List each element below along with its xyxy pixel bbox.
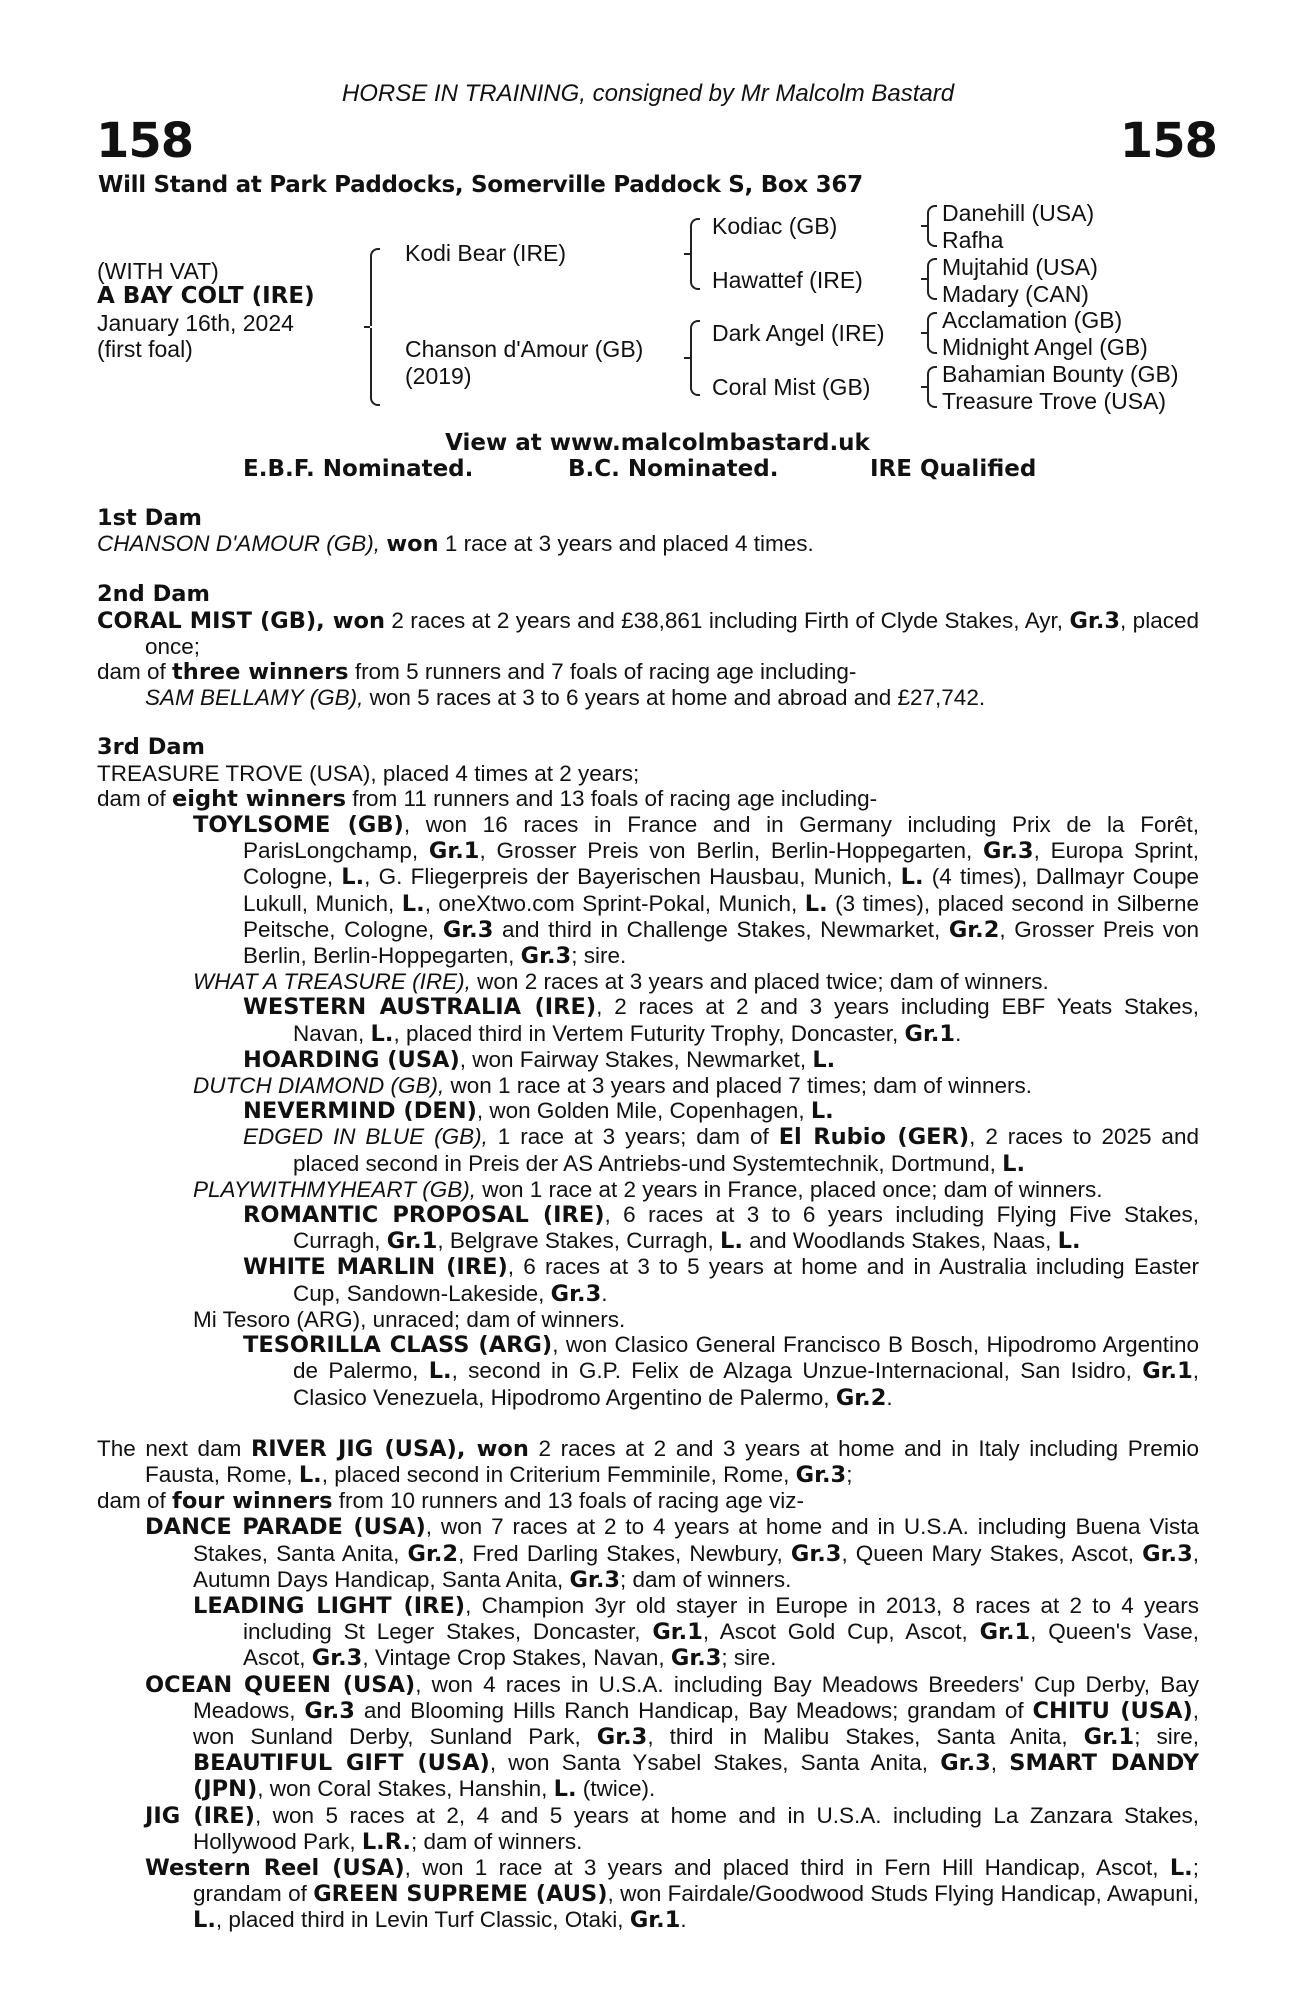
produce-white-marlin: WHITE MARLIN (IRE), 6 races at 3 to 5 years at home and in Australia including Easter Cup, Sandown-Lakeside, Gr.3.: [243, 1254, 1199, 1307]
pedigree-brace-ss: [927, 205, 935, 247]
dss-name: Acclamation (GB): [942, 307, 1123, 333]
bc-nominated: B.C. Nominated.: [568, 456, 779, 482]
sire-dam: Hawattef (IRE): [712, 267, 863, 293]
dam-name: Chanson d'Amour (GB): [405, 336, 644, 362]
ssd-name: Rafha: [942, 227, 1004, 253]
produce-mi-tesoro: Mi Tesoro (ARG), unraced; dam of winners.: [193, 1306, 626, 1332]
dds-name: Bahamian Bounty (GB): [942, 361, 1179, 387]
third-dam-text: TREASURE TROVE (USA), placed 4 times at 2 years;: [97, 760, 640, 786]
sire-sire: Kodiac (GB): [712, 213, 838, 239]
pedigree-brace-dam: [690, 320, 698, 396]
produce-edged-in-blue: EDGED IN BLUE (GB), 1 race at 3 years; dam of El Rubio (GER), 2 races to 2025 and placed second in Preis der AS Antriebs-und Systemtechnik, Dortmund, L.: [243, 1124, 1199, 1177]
ebf-nominated: E.B.F. Nominated.: [243, 456, 474, 482]
second-dam-heading: 2nd Dam: [97, 581, 210, 608]
pedigree-brace-sire: [690, 218, 698, 290]
lot-number-right: 158: [1119, 113, 1217, 169]
sds-name: Mujtahid (USA): [942, 254, 1098, 280]
pedigree-brace-ds: [927, 312, 935, 354]
produce-jig: JIG (IRE), won 5 races at 2, 4 and 5 years at home and in U.S.A. including La Zanzara Stakes, Hollywood Park, L.R.; dam of winners.: [145, 1802, 1199, 1855]
date-of-birth: January 16th, 2024: [97, 310, 294, 336]
produce-hoarding: HOARDING (USA), won Fairway Stakes, Newmarket, L.: [243, 1046, 836, 1073]
dam-sire: Dark Angel (IRE): [712, 320, 885, 346]
catalogue-subtitle: HORSE IN TRAINING, consigned by Mr Malcolm Bastard: [341, 80, 955, 107]
pedigree-brace-dd: [927, 366, 935, 408]
first-dam-text: CHANSON D'AMOUR (GB), won 1 race at 3 years and placed 4 times.: [97, 531, 814, 558]
vat-note: (WITH VAT): [97, 258, 219, 284]
produce-toylsome: TOYLSOME (GB), won 16 races in France and in Germany including Prix de la Forêt, ParisLongchamp, Gr.1, Grosser Preis von Berlin, Berlin-Hoppegarten, Gr.3, Europa Sprint, Cologne, L., G. Fliegerpreis der Bayerischen Hausbau, Munich, L. (4 times), Dallmayr Coupe Lukull, Munich, L., oneXtwo.com Sprint-Pokal, Munich, L. (3 times), placed second in Silberne Peitsche, Cologne, Gr.3 and third in Challenge Stakes, Newmarket, Gr.2, Grosser Preis von Berlin, Berlin-Hoppegarten, Gr.3; sire.: [193, 812, 1199, 970]
produce-leading-light: LEADING LIGHT (IRE), Champion 3yr old stayer in Europe in 2013, 8 races at 2 to 4 years including St Leger Stakes, Doncaster, Gr.1, Ascot Gold Cup, Ascot, Gr.1, Queen's Vase, Ascot, Gr.3, Vintage Crop Stakes, Navan, Gr.3; sire.: [193, 1592, 1200, 1672]
produce-dutch-diamond: DUTCH DIAMOND (GB), won 1 race at 3 years and placed 7 times; dam of winners.: [193, 1073, 1033, 1099]
produce-western-reel: Western Reel (USA), won 1 race at 3 years and placed third in Fern Hill Handicap, Ascot, L.; grandam of GREEN SUPREME (AUS), won Fairdale/Goodwood Studs Flying Handicap, Awapuni, L., placed third in Levin Turf Classic, Otaki, Gr.1.: [145, 1854, 1200, 1934]
dsd-name: Midnight Angel (GB): [942, 334, 1148, 360]
ddd-name: Treasure Trove (USA): [942, 388, 1167, 414]
second-dam-produce: dam of three winners from 5 runners and 7 foals of racing age including-: [97, 659, 857, 686]
produce-tesorilla-class: TESORILLA CLASS (ARG), won Clasico General Francisco B Bosch, Hipodromo Argentino de Palermo, L., second in G.P. Felix de Alzaga Unzue-Internacional, San Isidro, Gr.1, Clasico Venezuela, Hipodromo Argentino de Palermo, Gr.2.: [243, 1332, 1200, 1411]
third-dam-heading: 3rd Dam: [97, 734, 205, 761]
produce-sam-bellamy: SAM BELLAMY (GB), won 5 races at 3 to 6 years at home and abroad and £27,742.: [145, 685, 986, 711]
produce-western-australia: WESTERN AUSTRALIA (IRE), 2 races at 2 and 3 years including EBF Yeats Stakes, Navan, L., placed third in Vertem Futurity Trophy, Doncaster, Gr.1.: [243, 994, 1199, 1047]
dam-dam: Coral Mist (GB): [712, 374, 871, 400]
foal-note: (first foal): [97, 336, 193, 362]
produce-what-a-treasure: WHAT A TREASURE (IRE), won 2 races at 3 years and placed twice; dam of winners.: [193, 969, 1049, 995]
stand-location: Will Stand at Park Paddocks, Somerville Paddock S, Box 367: [98, 172, 863, 198]
ire-qualified: IRE Qualified: [870, 456, 1037, 482]
produce-ocean-queen: OCEAN QUEEN (USA), won 4 races in U.S.A. including Bay Meadows Breeders' Cup Derby, Bay Meadows, Gr.3 and Blooming Hills Ranch Handicap, Bay Meadows; grandam of CHITU (USA), won Sunland Derby, Sunland Park, Gr.3, third in Malibu Stakes, Santa Anita, Gr.1; sire, BEAUTIFUL GIFT (USA), won Santa Ysabel Stakes, Santa Anita, Gr.3, SMART DANDY (JPN), won Coral Stakes, Hanshin, L. (twice).: [145, 1671, 1200, 1803]
produce-dance-parade: DANCE PARADE (USA), won 7 races at 2 to 4 years at home and in U.S.A. including Buena Vista Stakes, Santa Anita, Gr.2, Fred Darling Stakes, Newbury, Gr.3, Queen Mary Stakes, Ascot, Gr.3, Autumn Days Handicap, Santa Anita, Gr.3; dam of winners.: [145, 1514, 1199, 1593]
horse-name: A BAY COLT (IRE): [97, 283, 315, 309]
lot-number-left: 158: [96, 113, 194, 169]
sdd-name: Madary (CAN): [942, 281, 1089, 307]
next-dam-text: The next dam RIVER JIG (USA), won 2 races at 2 and 3 years at home and in Italy including Premio Fausta, Rome, L., placed second in Criterium Femminile, Rome, Gr.3;: [97, 1435, 1199, 1488]
produce-playwithmyheart: PLAYWITHMYHEART (GB), won 1 race at 2 years in France, placed once; dam of winners.: [193, 1176, 1103, 1202]
view-link[interactable]: View at www.malcolmbastard.uk: [445, 430, 870, 456]
dam-details: [97, 506, 1199, 1934]
produce-nevermind: NEVERMIND (DEN), won Golden Mile, Copenhagen, L.: [243, 1098, 834, 1125]
second-dam-text: CORAL MIST (GB), won 2 races at 2 years and £38,861 including Firth of Clyde Stakes, Ayr, Gr.3, placed once;: [97, 607, 1199, 659]
next-dam-produce: dam of four winners from 10 runners and 13 foals of racing age viz-: [97, 1488, 805, 1515]
third-dam-produce: dam of eight winners from 11 runners and 13 foals of racing age including-: [97, 785, 878, 812]
sss-name: Danehill (USA): [942, 200, 1095, 226]
dam-year: (2019): [405, 363, 472, 389]
first-dam-heading: 1st Dam: [97, 505, 202, 531]
pedigree-brace-sd: [927, 258, 935, 300]
produce-romantic-proposal: ROMANTIC PROPOSAL (IRE), 6 races at 3 to 6 years including Flying Five Stakes, Curragh, Gr.1, Belgrave Stakes, Curragh, L. and Woodlands Stakes, Naas, L.: [243, 1202, 1199, 1255]
pedigree-brace-main: [370, 248, 378, 406]
sire-name: Kodi Bear (IRE): [405, 240, 567, 266]
